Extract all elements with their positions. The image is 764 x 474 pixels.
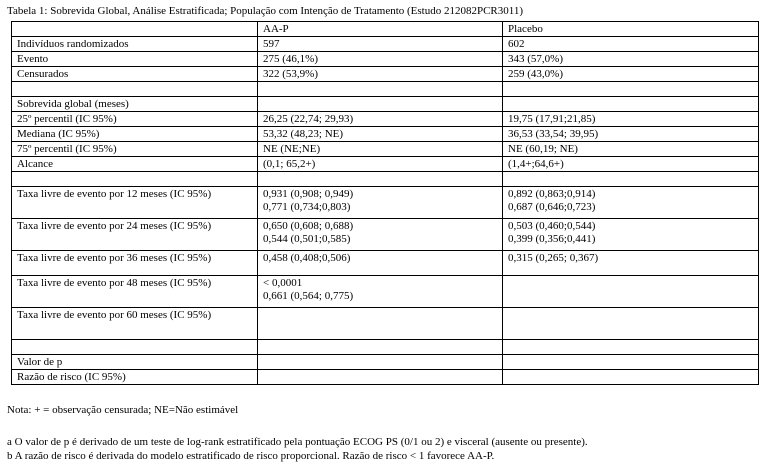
table-row [12,370,759,385]
row-label [12,251,258,276]
cell-placebo [503,340,759,355]
cell-aap [258,219,503,251]
cell-aap [258,276,503,308]
row-label-text: Taxa livre de evento por 36 meses (IC 95%) [17,252,212,264]
table-row [12,67,759,82]
row-label [12,340,258,355]
cell-aap [258,127,503,142]
cell-value: 0,661 (0,564; 0,775) [263,290,354,302]
table-row [12,308,759,340]
row-label-text: 75º percentil (IC 95%) [17,143,117,155]
cell-value: (0,1; 65,2+) [263,158,316,170]
cell-value: 19,75 (17,91;21,85) [508,113,596,125]
cell-value: 0,931 (0,908; 0,949) [263,188,354,200]
cell-aap [258,251,503,276]
row-label [12,82,258,97]
row-label-text: Censurados [17,68,69,80]
row-label-text: Taxa livre de evento por 12 meses (IC 95%) [17,188,212,200]
cell-placebo [503,97,759,112]
cell-placebo [503,187,759,219]
cell-value: 0,687 (0,646;0,723) [508,201,596,213]
table-row [12,127,759,142]
row-label [12,37,258,52]
cell-placebo [503,172,759,187]
cell-value: 343 (57,0%) [508,53,563,65]
footnote-b: b A razão de risco é derivada do modelo estratificado de risco proporcional. Razão de risco < 1 favorece AA-P. [7,450,495,462]
cell-placebo [503,142,759,157]
row-label-text: Razão de risco (IC 95%) [17,371,126,383]
cell-value: 0,650 (0,608; 0,688) [263,220,354,232]
row-label [12,219,258,251]
cell-placebo [503,251,759,276]
row-label-text: Valor de p [17,356,63,368]
footnote-a: a O valor de p é derivado de um teste de log-rank estratificado pela pontuação ECOG PS (0/1 ou 2) e visceral (ausente ou presente). [7,436,588,448]
header-cell-aap: AA-P [258,22,503,37]
header-cell-label [12,22,258,37]
cell-aap [258,187,503,219]
cell-value: 275 (46,1%) [263,53,318,65]
row-label-text: Taxa livre de evento por 60 meses (IC 95%) [17,309,212,321]
table-row [12,52,759,67]
row-label [12,142,258,157]
cell-placebo [503,52,759,67]
row-label [12,276,258,308]
cell-placebo [503,112,759,127]
row-label-text: Alcance [17,158,54,170]
table-header-row [12,22,759,37]
row-label-text: 25º percentil (IC 95%) [17,113,117,125]
note-line: Nota: + = observação censurada; NE=Não estimável [7,404,239,416]
cell-value: 53,32 (48,23; NE) [263,128,344,140]
cell-value: 0,458 (0,408;0,506) [263,252,351,264]
row-label-text: Mediana (IC 95%) [17,128,100,140]
cell-aap [258,370,503,385]
table-row [12,219,759,251]
header-cell-placebo: Placebo [503,22,759,37]
row-label [12,67,258,82]
row-label-text: Indivíduos randomizados [17,38,129,50]
cell-placebo [503,219,759,251]
cell-value: < 0,0001 [263,277,303,289]
cell-placebo [503,370,759,385]
cell-aap [258,157,503,172]
table-row [12,157,759,172]
table-body [12,22,759,385]
cell-aap [258,67,503,82]
cell-value: 36,53 (33,54; 39,95) [508,128,599,140]
row-label [12,157,258,172]
cell-aap [258,112,503,127]
row-label [12,172,258,187]
cell-value: 597 [263,38,280,50]
table-row [12,112,759,127]
table-caption: Tabela 1: Sobrevida Global, Análise Estratificada; População com Intenção de Tratamento (Estudo 212082PCR3011) [7,5,524,17]
cell-value: 0,315 (0,265; 0,367) [508,252,599,264]
table-row [12,97,759,112]
table-row [12,82,759,97]
table-row [12,251,759,276]
row-label [12,308,258,340]
cell-value: 259 (43,0%) [508,68,563,80]
cell-value: NE (60,19; NE) [508,143,578,155]
row-label [12,112,258,127]
cell-placebo [503,276,759,308]
cell-aap [258,172,503,187]
cell-aap [258,142,503,157]
row-label-text: Taxa livre de evento por 24 meses (IC 95%) [17,220,212,232]
cell-placebo [503,37,759,52]
cell-aap [258,308,503,340]
cell-value: 602 [508,38,525,50]
row-label [12,355,258,370]
row-label [12,187,258,219]
cell-aap [258,52,503,67]
cell-value: 0,771 (0,734;0,803) [263,201,351,213]
survival-table [11,21,759,385]
cell-value: 26,25 (22,74; 29,93) [263,113,354,125]
cell-aap [258,355,503,370]
row-label [12,127,258,142]
cell-placebo [503,355,759,370]
table-row [12,37,759,52]
cell-value: NE (NE;NE) [263,143,321,155]
cell-aap [258,82,503,97]
row-label-text: Evento [17,53,49,65]
cell-aap [258,97,503,112]
table-row [12,142,759,157]
cell-aap [258,340,503,355]
row-label [12,52,258,67]
cell-placebo [503,82,759,97]
table-row [12,355,759,370]
cell-value: 322 (53,9%) [263,68,318,80]
table-row [12,340,759,355]
row-label [12,370,258,385]
row-label-text: Sobrevida global (meses) [17,98,129,110]
cell-aap [258,37,503,52]
table-row [12,172,759,187]
cell-placebo [503,308,759,340]
table-row [12,276,759,308]
cell-value: 0,503 (0,460;0,544) [508,220,596,232]
cell-placebo [503,67,759,82]
table-row [12,187,759,219]
cell-value: 0,892 (0,863;0,914) [508,188,596,200]
row-label [12,97,258,112]
cell-value: 0,399 (0,356;0,441) [508,233,596,245]
cell-value: (1,4+;64,6+) [508,158,564,170]
cell-value: 0,544 (0,501;0,585) [263,233,351,245]
cell-placebo [503,127,759,142]
row-label-text: Taxa livre de evento por 48 meses (IC 95%) [17,277,212,289]
cell-placebo [503,157,759,172]
